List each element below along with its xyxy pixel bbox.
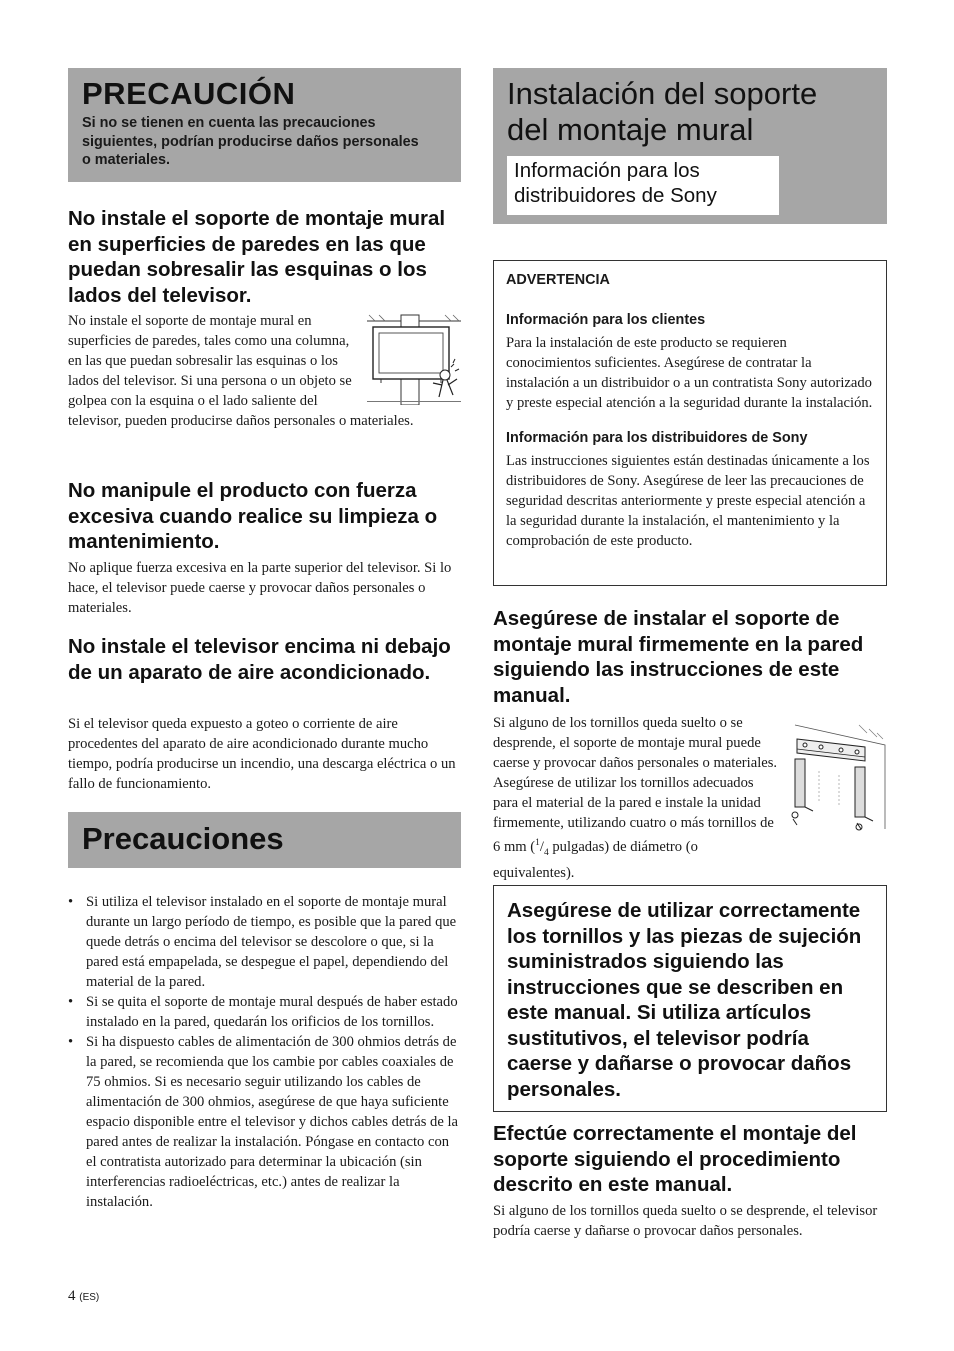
section-body-excessive-force: No aplique fuerza excesiva en la parte superior del televisor. Si lo hace, el televisor puede caerse y provocar daños personales o materiales. [68,560,452,616]
precaucion-banner [68,68,461,182]
screws-warning-text: Asegúrese de utilizar correctamente los tornillos y las piezas de sujeción suministrados siguiendo las instrucciones que se describen en este manual. Si utiliza artículos sustitutivos, el televisor podría caerse y dañarse o provocar daños personales. [507,899,862,1101]
instalacion-title: Instalación del soporte del montaje mural [507,76,818,147]
precauciones-banner [68,812,461,868]
list-item: • Si se quita el soporte de montaje mural después de haber estado instalado en la pared, quedarán los orificios de los tornillos. [68,992,461,1032]
section-body-mount-firmly: Si alguno de los tornillos queda suelto o se desprende, el soporte de montaje mural puede caerse y provocar daños personales o materiales. Asegúrese de utilizar los tornillos adecuados para el material de la pared e instale la unidad firmemente, utilizando cuatro o más tornillos de 6 mm ($^1/_4$ pulgadas) de diámetro (o equivalentes). [493,713,887,883]
tv-column-corner-illustration [367,313,461,405]
precauciones-title: Precauciones [82,821,284,856]
screws-warning-box [493,885,887,1112]
section-body-column-wall: No instale el soporte de montaje mural en superficies de paredes, tales como una columna, en las que puedan sobresalir las esquinas o los lados del televisor. Si una persona o un objeto se golpea con la esquina o el lado saliente del televisor, pueden producirse daños personales o materiales. [68,311,461,431]
instalacion-banner [493,68,887,224]
section-body-assembly: Si alguno de los tornillos queda suelto o se desprende, el televisor podría caerse y dañarse o provocar daños personales. [493,1203,878,1239]
precaucion-title: PRECAUCIÓN [82,76,296,111]
list-item: • Si ha dispuesto cables de alimentación de 300 ohmios detrás de la pared, se recomienda que los cambie por cables coaxiales de 75 ohmios. Si es necesario seguir utilizando los cables de alimentación de 300 ohmios, asegúrese de que haya suficiente espacio disponible entre el televisor y dichos cables detrás de la pared antes de realizar la instalación. Póngase en contacto con el contratista autorizado para determinar la ubicación (sin interferencias radioeléctricas, etc.) antes de realizar la instalación. [68,1032,461,1212]
section-heading-mount-firmly: Asegúrese de instalar el soporte de montaje mural firmemente en la pared siguiendo las instrucciones de este manual. [493,607,864,707]
distribuidores-body: Las instrucciones siguientes están destinadas únicamente a los distribuidores de Sony. Asegúrese de leer las precauciones de seguridad descritas anteriormente y preste especial atención a la seguridad durante la instalación, el mantenimiento y la comprobación de este producto. [506,453,870,549]
precauciones-list [68,892,461,1212]
section-heading-column-wall: No instale el soporte de montaje mural en superficies de paredes en las que puedan sobresalir las esquinas o los lados del televisor. [68,207,446,307]
section-heading-air-conditioner: No instale el televisor encima ni debajo de un aparato de aire acondicionado. [68,635,451,684]
advertencia-label: ADVERTENCIA [506,272,610,288]
advertencia-box [493,260,887,586]
section-heading-excessive-force: No manipule el producto con fuerza excesiva cuando realice su limpieza o mantenimiento. [68,479,438,553]
section-body-air-conditioner: Si el televisor queda expuesto a goteo o corriente de aire procedentes del aparato de aire acondicionado durante mucho tiempo, podría producirse un incendio, una descarga eléctrica o un fallo de funcionamiento. [68,716,456,792]
wall-bracket-illustration [789,721,887,833]
distribuidores-heading: Información para los distribuidores de Sony [506,430,808,446]
instalacion-subtitle: Información para los distribuidores de Sony [514,159,717,207]
clientes-body: Para la instalación de este producto se requieren conocimientos suficientes. Asegúrese de contratar la instalación a un distribuidor o a un contratista Sony autorizado y preste especial atención a la seguridad durante la instalación. [506,335,873,411]
precaucion-subtitle: Si no se tienen en cuenta las precauciones siguientes, podrían producirse daños personales o materiales. [82,115,419,168]
list-item: • Si utiliza el televisor instalado en el soporte de montaje mural durante un largo período de tiempo, es posible que la pared que quede detrás o encima del televisor se descolore o que, si la pared está empapelada, se despegue el papel, dependiendo del material de la pared. [68,892,461,992]
page-number: 4 (ES) [68,1288,100,1304]
section-heading-assembly: Efectúe correctamente el montaje del soporte siguiendo el procedimiento descrito en este manual. [493,1122,857,1196]
clientes-heading: Información para los clientes [506,312,706,328]
instalacion-subtitle-box [507,156,779,215]
